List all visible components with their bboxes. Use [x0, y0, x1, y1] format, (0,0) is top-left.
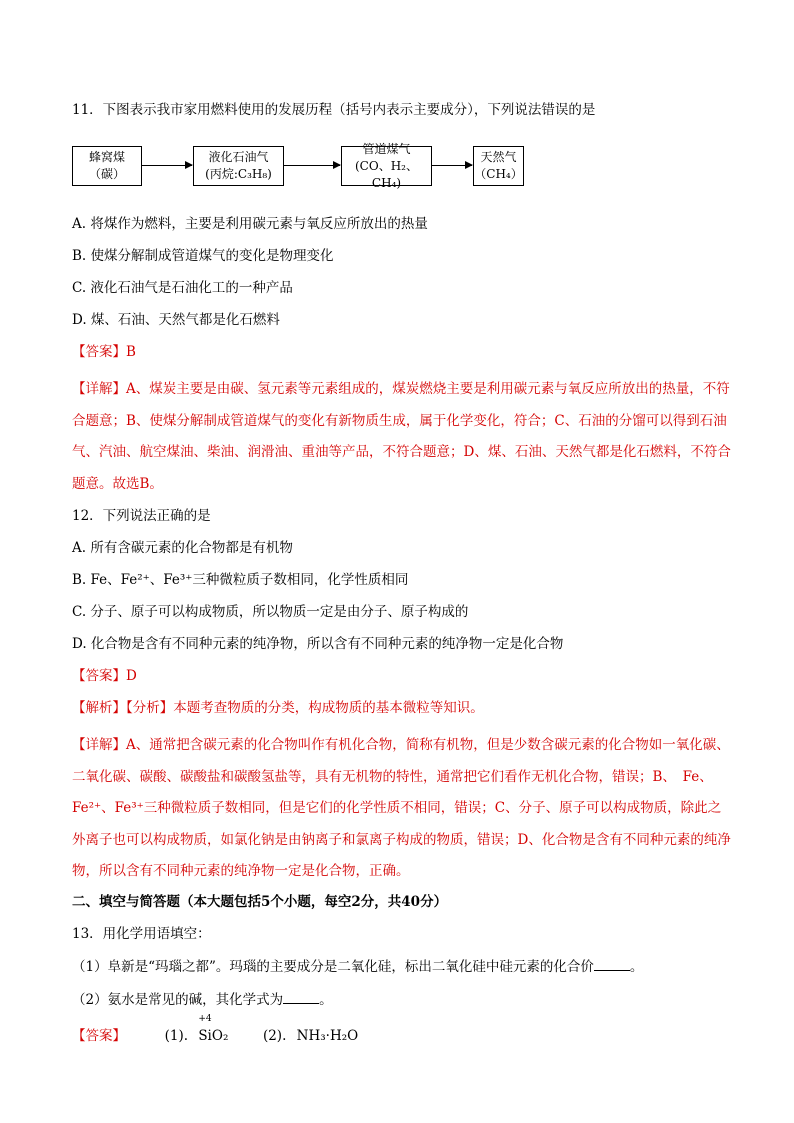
q12-option-a: A. 所有含碳元素的化合物都是有机物	[72, 540, 293, 556]
q12-option-c: C. 分子、原子可以构成物质，所以物质一定是由分子、原子构成的	[72, 604, 469, 620]
q13-sub1-text: （1）阜新是“玛瑙之都”。玛瑙的主要成分是二氧化硅，标出二氧化硅中硅元素的化合价	[72, 958, 594, 975]
q12-option-d: D. 化合物是含有不同种元素的纯净物，所以含有不同种元素的纯净物一定是化合物	[72, 636, 564, 652]
answer-tag: 【答案】	[72, 668, 126, 684]
flow-box-1	[72, 146, 142, 186]
q13-sub1-end: 。	[629, 958, 644, 975]
flow-box-4	[473, 146, 524, 186]
q11-option-d: D. 煤、石油、天然气都是化石燃料	[72, 312, 280, 328]
q11-detail	[72, 374, 732, 500]
flow-arrow-2	[284, 165, 340, 166]
flow-arrow-3	[432, 165, 472, 166]
q13-sub2-text: （2）氨水是常见的碱，其化学式为	[72, 991, 284, 1008]
q12-analysis	[72, 698, 732, 718]
q13-sub1	[72, 956, 732, 977]
detail-text: A、煤炭主要是由碳、氢元素等元素组成的，煤炭燃烧主要是利用碳元素与氧反应所放出的热量，不符合题意；B、使煤分解制成管道煤气的变化有新物质生成，属于化学变化，符合；C、石油的分馏可以得到石油气、汽油、航空煤油、柴油、润滑油、重油等产品，不符合题意；D、煤、石油、天然气都是化石燃料，不符合题意。故选B。	[72, 381, 731, 492]
q13-answer	[72, 1013, 732, 1046]
flow-box-3	[341, 141, 432, 190]
flow-box-2-sub: (丙烷:C₃H₈)	[205, 167, 272, 181]
q11-option-a: A. 将煤作为燃料，主要是利用碳元素与氧反应所放出的热量	[72, 216, 428, 232]
flow-box-4-title: 天然气	[480, 150, 517, 164]
answer-blank-2	[283, 989, 319, 1004]
q11-stem: 11．下图表示我市家用燃料使用的发展历程（括号内表示主要成分），下列说法错误的是	[72, 102, 596, 118]
flow-box-1-title: 蜂窝煤	[88, 150, 125, 164]
flow-box-1-sub: （碳）	[88, 167, 125, 181]
q12-answer	[72, 666, 732, 686]
q11-option-b: B. 使煤分解制成管道煤气的变化是物理变化	[72, 248, 334, 264]
valence-mark: +4	[198, 1013, 212, 1024]
analysis-text: 本题考查物质的分类，构成物质的基本微粒等知识。	[173, 700, 484, 716]
answer-tag: 【答案】	[72, 344, 126, 360]
q13-sub2-end: 。	[319, 991, 333, 1008]
q12-detail	[72, 730, 732, 888]
q12-stem: 12．下列说法正确的是	[72, 508, 211, 524]
q11-answer	[72, 342, 732, 362]
flow-box-3-sub: (CO、H₂、CH₄)	[355, 158, 418, 190]
flow-arrow-1	[142, 165, 192, 166]
answer-blank-1	[594, 956, 630, 971]
answer-1-formula	[198, 1013, 229, 1046]
document-page	[72, 100, 732, 1058]
answer-tag: 【答案】	[72, 1027, 126, 1044]
flow-box-4-sub: （CH₄）	[474, 167, 523, 181]
q13-stem: 13．用化学用语填空：	[72, 925, 211, 942]
answer-1-label: (1).	[164, 1027, 189, 1044]
answer-value: D	[126, 668, 137, 684]
flow-box-2	[193, 146, 284, 186]
answer-2-label: (2).	[262, 1027, 287, 1044]
flow-box-3-title: 管道煤气	[362, 141, 411, 156]
answer-value: B	[126, 344, 136, 360]
answer-1-text: SiO₂	[198, 1027, 229, 1044]
q11-option-c: C. 液化石油气是石油化工的一种产品	[72, 280, 293, 296]
section-heading: 二、填空与简答题（本大题包括5个小题，每空2分，共40分）	[72, 893, 448, 910]
flow-box-2-title: 液化石油气	[208, 150, 269, 164]
q12-option-b: B. Fe、Fe²⁺、Fe³⁺三种微粒质子数相同，化学性质相同	[72, 572, 409, 588]
fuel-flow-diagram	[72, 132, 732, 200]
q13-sub2	[72, 989, 732, 1010]
analysis-tag: 【解析】【分析】	[72, 700, 174, 716]
detail-text: A、通常把含碳元素的化合物叫作有机化合物，简称有机物，但是少数含碳元素的化合物如一氧化碳、二氧化碳、碳酸、碳酸盐和碳酸氢盐等，具有无机物的特性，通常把它们看作无机化合物，错误；B、 Fe、Fe²⁺、Fe³⁺三种微粒质子数相同，但是它们的化学性质不相同，错误；C、分子、原子可以构成物质，除此之外离子也可以构成物质，如氯化钠是由钠离子和氯离子构成的物质，错误；D、化合物是含有不同种元素的纯净物，所以含有不同种元素的纯净物一定是化合物，正确。	[72, 737, 731, 879]
detail-tag: 【详解】	[72, 737, 126, 753]
detail-tag: 【详解】	[72, 381, 126, 397]
answer-2-formula: NH₃·H₂O	[296, 1027, 359, 1044]
